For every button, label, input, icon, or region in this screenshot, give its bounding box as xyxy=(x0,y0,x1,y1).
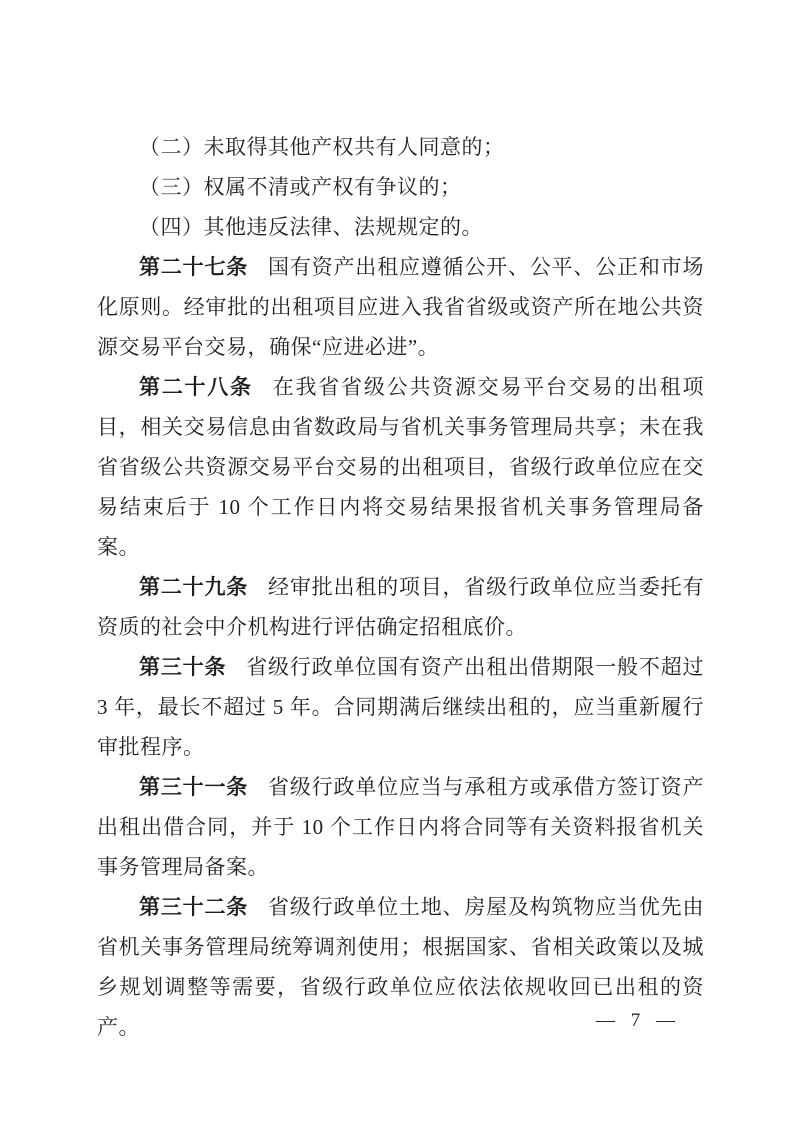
page-number: — 7 — xyxy=(596,1010,677,1031)
article-text: 省级行政单位土地、房屋及构筑物应当优先由省机关事务管理局统筹调剂使用；根据国家、省相关政策以及城乡规划调整等需要，省级行政单位应依法依规收回已出租的资产。 xyxy=(97,895,705,1039)
document-body xyxy=(97,127,704,1047)
article-text: 国有资产出租应遵循公开、公平、公正和市场化原则。经审批的出租项目应进入我省省级或资产所在地公共资源交易平台交易，确保“应进必进”。 xyxy=(97,255,705,359)
article-number-label: 第三十条 xyxy=(139,655,227,679)
article-number-label: 第三十二条 xyxy=(139,895,249,919)
article-number-label: 第三十一条 xyxy=(139,775,249,799)
article-number-label: 第二十八条 xyxy=(139,375,253,399)
article-paragraph xyxy=(97,367,704,567)
article-paragraph xyxy=(97,767,704,887)
article-number-label: 第二十七条 xyxy=(139,255,249,279)
clause-item: （四）其他违反法律、法规规定的。 xyxy=(139,215,483,239)
article-text: 经审批出租的项目，省级行政单位应当委托有资质的社会中介机构进行评估确定招租底价。 xyxy=(97,575,705,639)
clause-item: （三）权属不清或产权有争议的； xyxy=(139,175,462,199)
article-paragraph xyxy=(97,247,704,367)
article-text: 省级行政单位应当与承租方或承借方签订资产出租出借合同，并于 10 个工作日内将合同等有关资料报省机关事务管理局备案。 xyxy=(97,775,705,879)
article-paragraph xyxy=(97,567,704,647)
article-text: 在我省省级公共资源交易平台交易的出租项目，相关交易信息由省数政局与省机关事务管理局共享；未在我省省级公共资源交易平台交易的出租项目，省级行政单位应在交易结束后于 10 个工作日内将交易结果报省机关事务管理局备案。 xyxy=(97,375,705,559)
clause-item: （二）未取得其他产权共有人同意的； xyxy=(139,135,505,159)
article-text: 省级行政单位国有资产出租出借期限一般不超过 3 年，最长不超过 5 年。合同期满后继续出租的，应当重新履行审批程序。 xyxy=(97,655,705,759)
article-number-label: 第二十九条 xyxy=(139,575,249,599)
article-paragraph xyxy=(97,647,704,767)
